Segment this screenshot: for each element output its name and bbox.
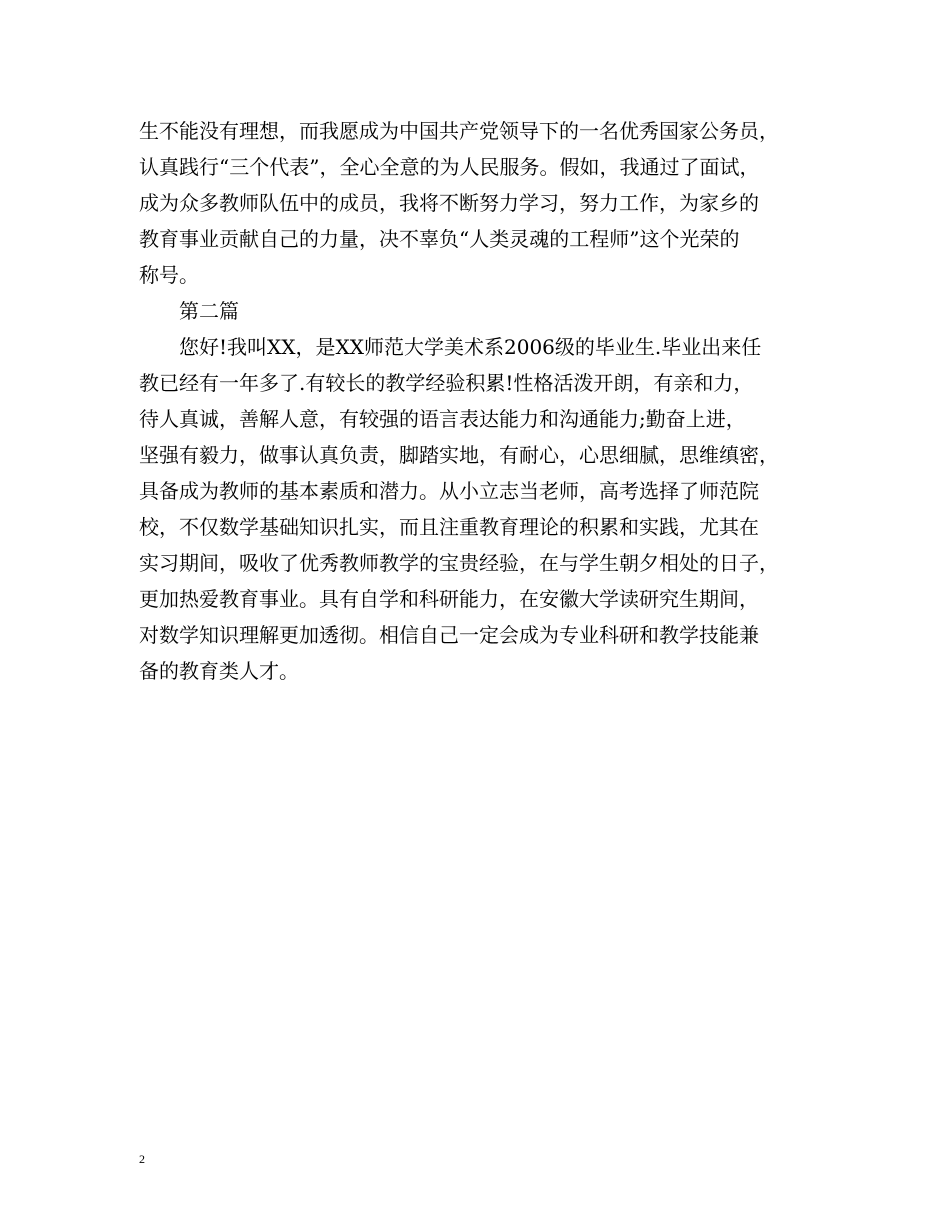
paragraph-line: 认真践行“三个代表”，全心全意的为人民服务。假如，我通过了面试，	[139, 155, 760, 179]
paragraph-line: 教已经有一年多了.有较长的教学经验积累!性格活泼开朗，有亲和力，	[139, 371, 754, 395]
paragraph-line: 实习期间，吸收了优秀教师教学的宝贵经验，在与学生朝夕相处的日子，	[139, 551, 779, 575]
paragraph-line: 成为众多教师队伍中的成员，我将不断努力学习，努力工作，为家乡的	[139, 191, 759, 215]
paragraph-line: 校，不仅数学基础知识扎实，而且注重教育理论的积累和实践，尤其在	[139, 515, 759, 539]
paragraph-line: 对数学知识理解更加透彻。相信自己一定会成为专业科研和教学技能兼	[139, 623, 759, 647]
paragraph-line: 生不能没有理想，而我愿成为中国共产党领导下的一名优秀国家公务员，	[139, 119, 779, 143]
document-body	[139, 113, 839, 689]
paragraph-line: 您好!我叫XX，是XX师范大学美术系2006级的毕业生.毕业出来任	[179, 335, 762, 359]
paragraph-line: 教育事业贡献自己的力量，决不辜负“人类灵魂的工程师”这个光荣的	[139, 227, 740, 251]
section-heading: 第二篇	[179, 299, 239, 323]
paragraph-line: 称号。	[139, 263, 199, 287]
paragraph-line: 坚强有毅力，做事认真负责，脚踏实地，有耐心，心思细腻，思维缜密，	[139, 443, 779, 467]
paragraph-line: 待人真诚，善解人意，有较强的语言表达能力和沟通能力;勤奋上进，	[139, 407, 746, 431]
page-number: 2	[139, 1152, 145, 1166]
paragraph-line: 更加热爱教育事业。具有自学和科研能力，在安徽大学读研究生期间，	[139, 587, 759, 611]
paragraph-line: 备的教育类人才。	[139, 659, 299, 683]
paragraph-line: 具备成为教师的基本素质和潜力。从小立志当老师，高考选择了师范院	[139, 479, 759, 503]
